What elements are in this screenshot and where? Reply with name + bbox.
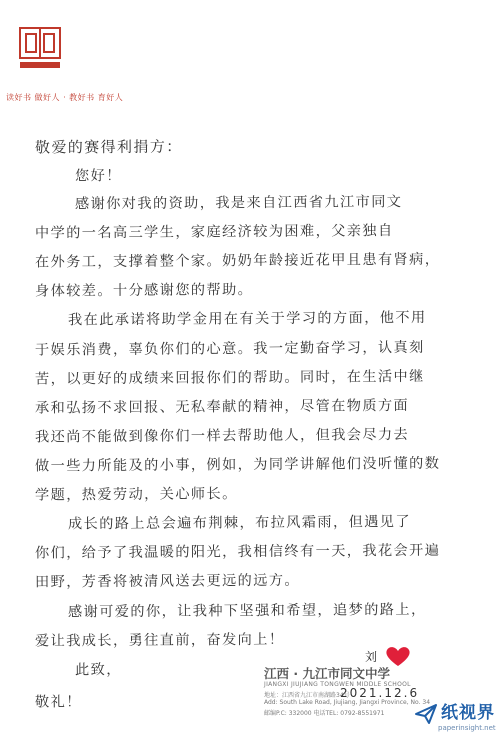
watermark-url: paperinsight.net (438, 724, 496, 732)
letter-line: 苦，以更好的成绩来回报你们的帮助。同时，在生活中继 (34, 368, 425, 388)
watermark-name: 纸视界 (441, 703, 495, 723)
greeting: 您好！ (74, 168, 122, 185)
letter-line: 感谢可爱的你，让我种下坚强和希望，追梦的路上， (67, 601, 427, 621)
school-name-en: JIANGXI JIUJIANG TONGWEN MIDDLE SCHOOL (264, 681, 411, 688)
letter-line: 在外务工，支撑着整个家。奶奶年龄接近花甲且患有肾病， (34, 251, 441, 271)
letter-line: 成长的路上总会遍布荆棘，布拉风霜雨，但遇见了 (67, 514, 411, 533)
paper-plane-icon (414, 702, 438, 726)
school-logo-icon (12, 22, 68, 78)
school-contact: 邮编P.C: 332000 电话TEL: 0792-8551971 (264, 710, 385, 717)
school-name: 江西 · 九江市同文中学 (264, 666, 390, 681)
letter-line: 田野，芳香将被清风送去更远的远方。 (34, 572, 301, 591)
school-slogan: 读好书 做好人 · 教好书 育好人 (6, 93, 124, 102)
letter-line: 承和弘扬不求回报、无私奉献的精神，尽管在物质方面 (34, 397, 410, 417)
signature: 刘 (365, 650, 378, 664)
letter-line: 中学的一名高三学生，家庭经济较为困难，父亲独自 (34, 223, 394, 242)
letter-line: 我还尚不能做到像你们一样去帮助他人，但我会尽力去 (34, 426, 410, 446)
school-address-en: Add: South Lake Road, Jiujiang, Jiangxi Province, No. 34 (264, 699, 431, 706)
letter-line: 爱让我成长，勇往直前，奋发向上！ (34, 631, 285, 650)
school-address: 地址：江西省九江市南湖路34号 (264, 692, 350, 699)
salutation: 敬爱的赛得利捐方： (34, 137, 183, 157)
letter-line: 做一些力所能及的小事，例如，为同学讲解他们没听懂的数 (34, 455, 441, 475)
letter-line: 学题，热爱劳动，关心师长。 (34, 486, 238, 504)
letter-line: 我在此承诺将助学金用在有关于学习的方面，他不用 (67, 309, 427, 329)
letter-line: 你们，给予了我温暖的阳光，我相信终有一天，我花会开遍 (34, 542, 441, 562)
closing-salute: 敬礼！ (34, 694, 82, 711)
letter-line: 于娱乐消费，辜负你们的心意。我一定勤奋学习，认真刻 (34, 339, 425, 359)
letter-line: 感谢你对我的资助，我是来自江西省九江市同文 (74, 194, 403, 213)
closing: 此致， (74, 662, 122, 679)
letter-line: 身体较差。十分感谢您的帮助。 (34, 282, 254, 300)
letter-date: 2021.12.6 (340, 686, 420, 700)
